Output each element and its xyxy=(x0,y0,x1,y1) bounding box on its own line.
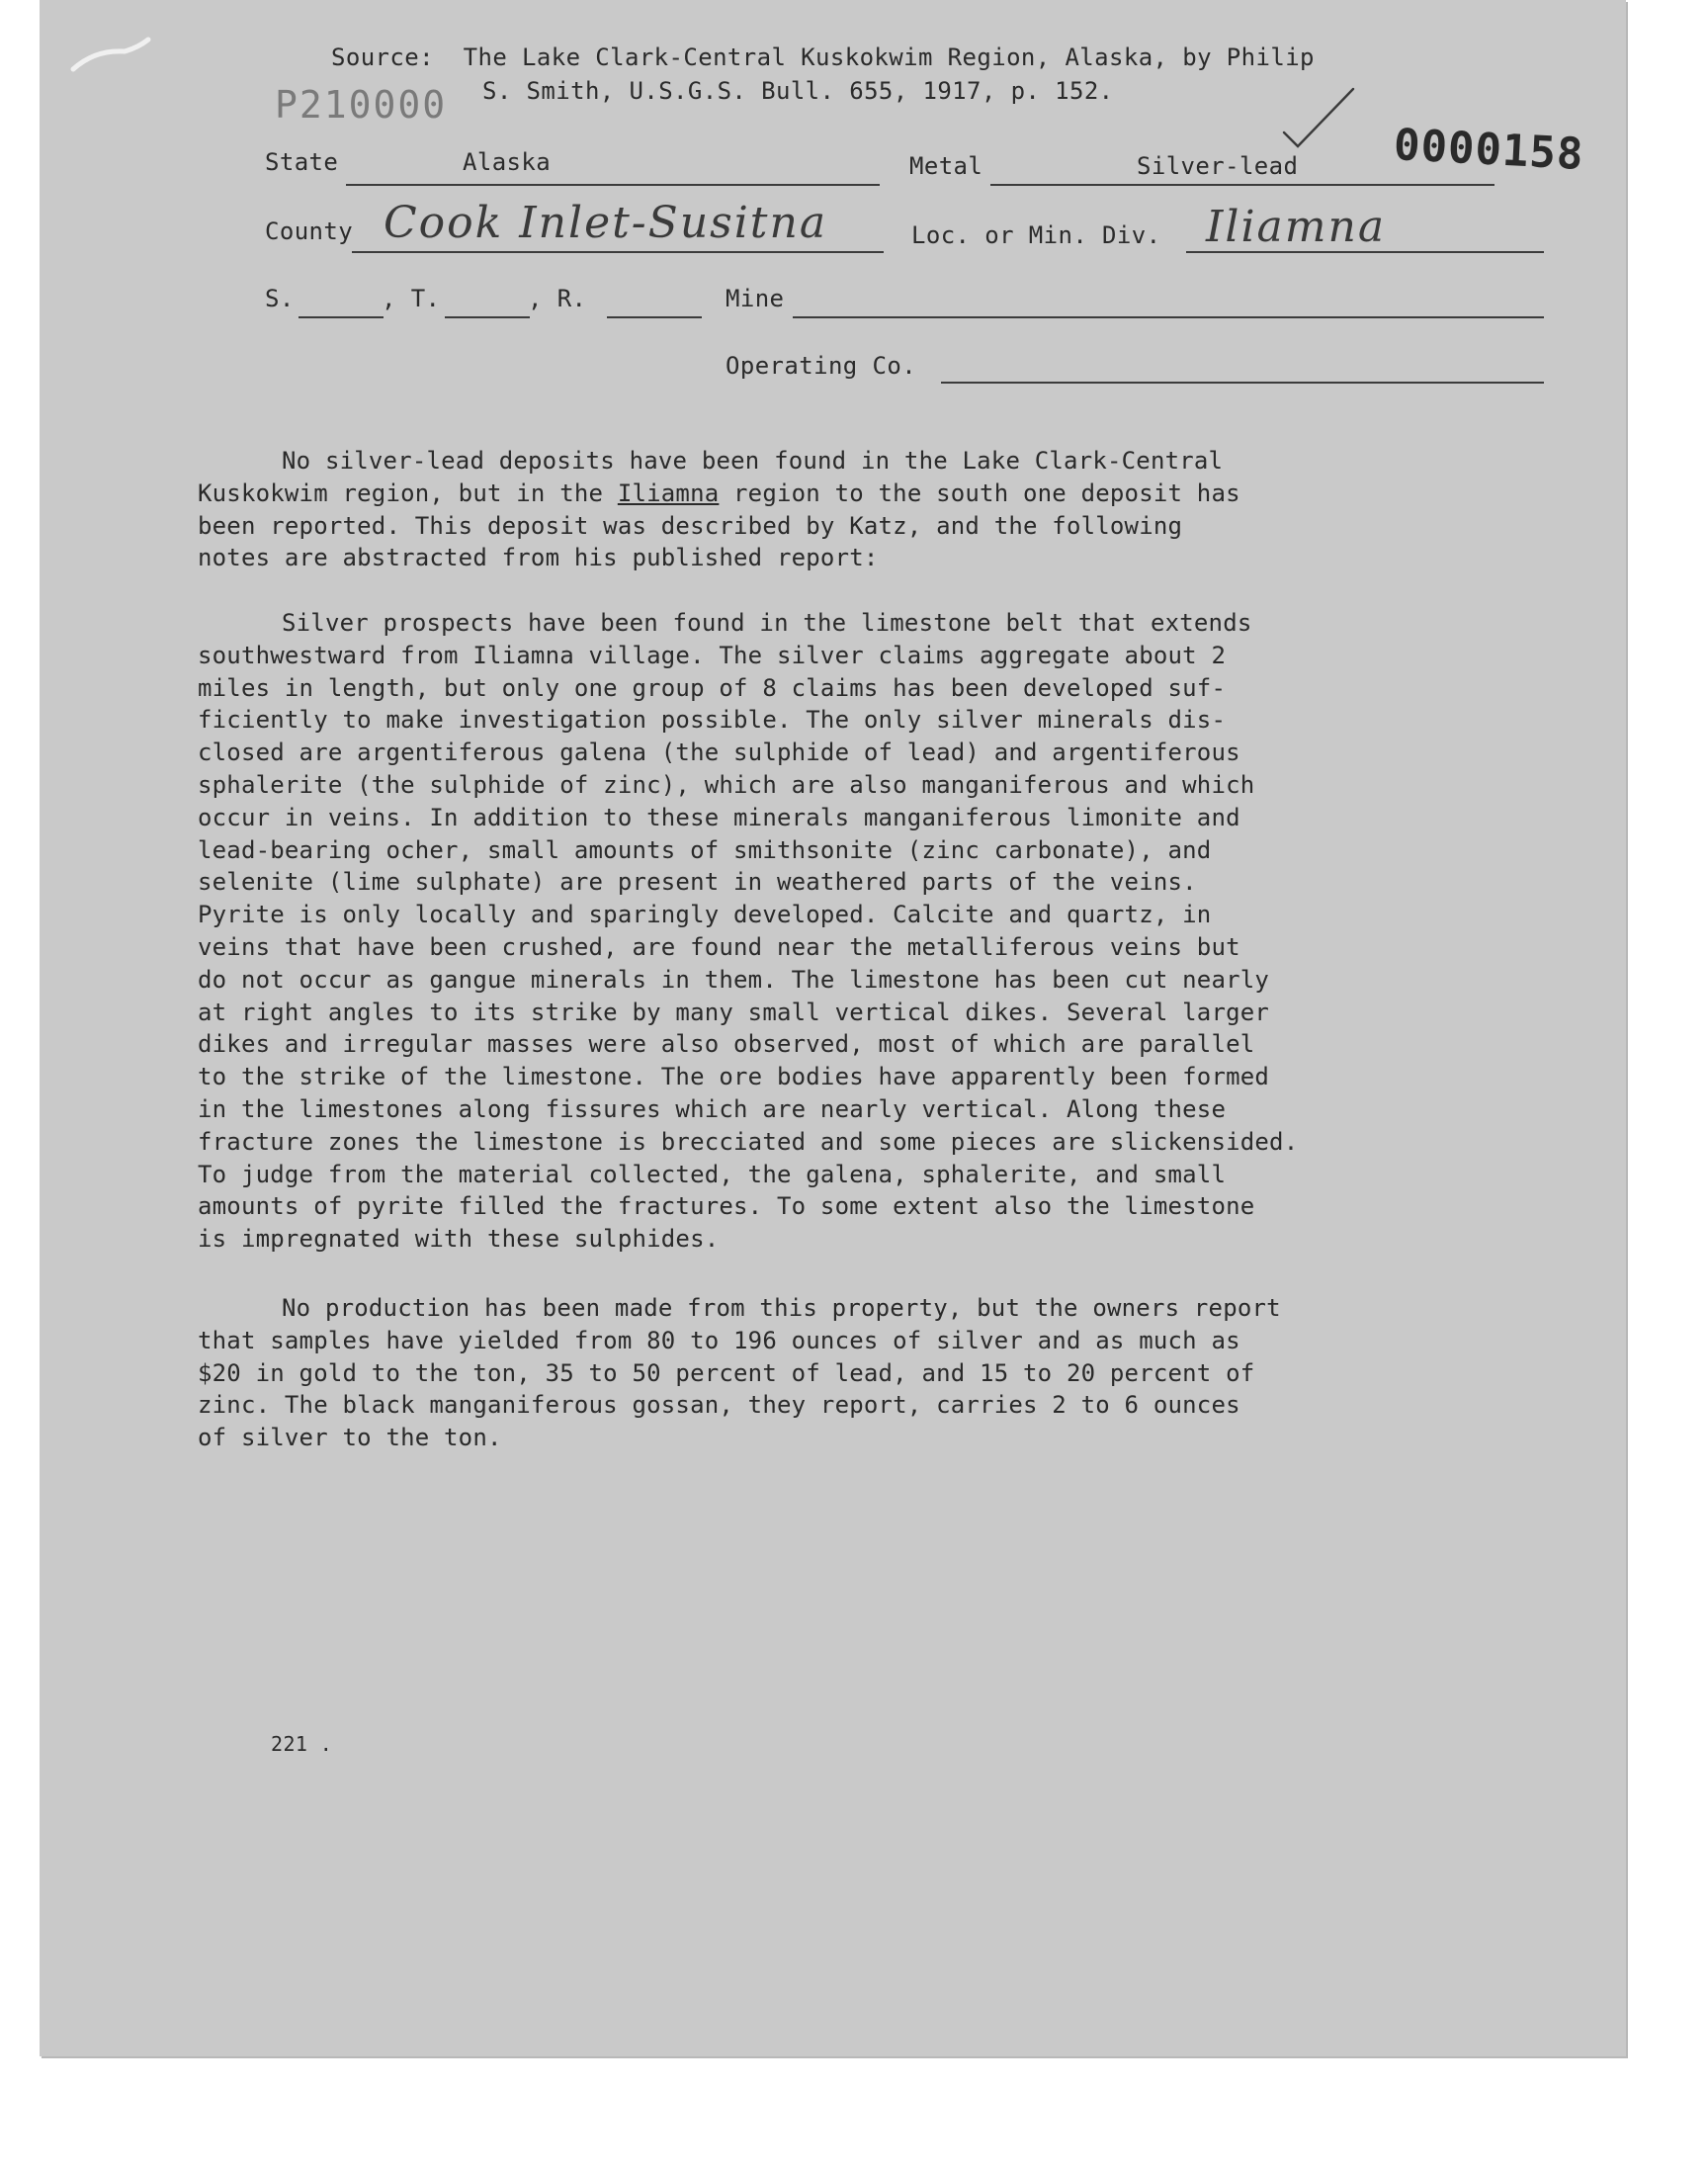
division-handwritten-value: Iliamna xyxy=(1206,202,1387,252)
section-label: S. xyxy=(265,285,295,312)
source-line-1: Source: The Lake Clark-Central Kuskokwim Region, Alaska, by Philip xyxy=(331,44,1315,71)
township-underline xyxy=(445,316,530,318)
state-value: Alaska xyxy=(463,148,552,176)
range-label: , R. xyxy=(528,285,587,312)
paragraph-2: Silver prospects have been found in the limestone belt that extends southwestward from Iliamna village. The silver claims aggregate about 2 miles in length, but only one group of 8 claims has been developed suf- ficiently to make investigation possible. The only silver minerals dis- closed are argentiferous galena (the sulphide of lead) and argentiferous sphalerite (the sulphide of zinc), which are also manganiferous and which occur in veins. In addition to these minerals manganiferous limonite and lead-bearing ocher, small amounts of smithsonite (zinc carbonate), and selenite (lime sulphate) are present in weathered parts of the veins. Pyrite is only locally and sparingly developed. Calcite and quartz, in veins that have been crushed, are found near the metalliferous veins but do not occur as gangue minerals in them. The limestone has been cut nearly at right angles to its strike by many small vertical dikes. Several larger dikes and irregular masses were also observed, most of which are parallel to the strike of the limestone. The ore bodies have apparently been formed in the limestones along fissures which are nearly vertical. Along these fracture zones the limestone is brecciated and some pieces are slickensided. To judge from the material collected, the galena, sphalerite, and small amounts of pyrite filled the fractures. To some extent also the limestone is impregnated with these sulphides. xyxy=(198,609,1299,1254)
metal-value: Silver-lead xyxy=(1137,152,1299,180)
paragraph-1: No silver-lead deposits have been found in the Lake Clark-Central Kuskokwim region, but in the Iliamna region to the south one deposit has been reported. This deposit was described by Katz, and the following notes are abstracted from his published report: xyxy=(198,447,1240,572)
division-label: Loc. or Min. Div. xyxy=(911,221,1161,249)
iliamna-underlined: Iliamna xyxy=(617,478,720,507)
metal-underline xyxy=(990,184,1494,186)
source-line-2: S. Smith, U.S.G.S. Bull. 655, 1917, p. 152. xyxy=(482,77,1114,105)
metal-label: Metal xyxy=(909,152,983,180)
check-mark-icon xyxy=(1280,85,1359,154)
county-handwritten-value: Cook Inlet-Susitna xyxy=(384,198,828,248)
paragraph-3: No production has been made from this property, but the owners report that samples have yielded from 80 to 196 ounces of silver and as much as $20 in gold to the ton, 35 to 50 percent of lead, and 15 to 20 percent of zinc. The black manganiferous gossan, they report, carries 2 to 6 ounces of silver to the ton. xyxy=(198,1294,1281,1452)
faint-stamp-number: P210000 xyxy=(275,83,448,127)
township-label: , T. xyxy=(382,285,441,312)
county-label: County xyxy=(265,218,354,245)
range-underline xyxy=(607,316,702,318)
mine-underline xyxy=(793,316,1544,318)
record-number-stamp: 0000158 xyxy=(1392,119,1585,181)
corner-smudge-mark xyxy=(65,30,154,79)
state-underline xyxy=(346,184,880,186)
page-mark: 221 . xyxy=(271,1732,333,1756)
mine-label: Mine xyxy=(726,285,785,312)
document-sheet xyxy=(40,0,1626,2056)
county-underline xyxy=(352,251,884,253)
section-underline xyxy=(299,316,384,318)
operating-co-underline xyxy=(941,382,1544,384)
state-label: State xyxy=(265,148,339,176)
operating-co-label: Operating Co. xyxy=(726,352,917,380)
